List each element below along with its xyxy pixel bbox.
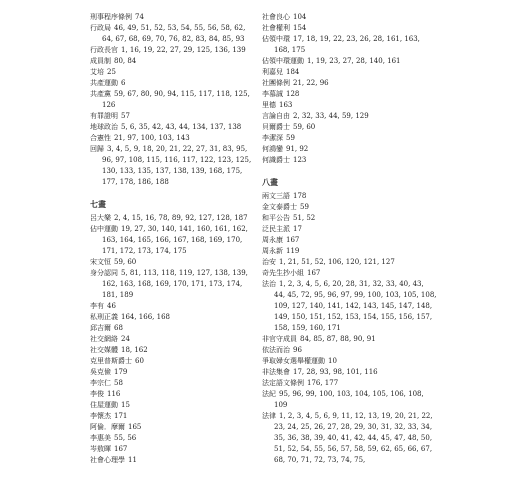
index-page-numbers: 1, 19, 23, 27, 28, 140, 161 <box>307 57 401 65</box>
index-term: 何識爵士 <box>262 156 290 164</box>
index-term: 住屋運動 <box>90 401 118 409</box>
index-term: 李懷杰 <box>90 412 111 420</box>
index-entry <box>90 455 255 466</box>
index-entry <box>90 400 255 411</box>
index-term: 艾培 <box>90 68 104 76</box>
index-term: 非法集會 <box>262 368 290 376</box>
index-page-numbers: 6 <box>121 79 126 87</box>
index-term: 李潔深 <box>262 134 283 142</box>
index-term: 社會權利 <box>262 24 290 32</box>
index-page-numbers: 167 <box>307 269 321 277</box>
index-page-numbers: 167 <box>286 236 300 244</box>
index-page-numbers: 154 <box>293 24 307 32</box>
index-entry <box>262 89 437 100</box>
index-entry <box>90 312 255 323</box>
index-page-numbers: 46 <box>107 302 116 310</box>
index-term: 社會心理學 <box>90 456 125 464</box>
index-page-numbers: 2, 32, 33, 44, 59, 129 <box>293 112 369 120</box>
index-entry <box>90 224 255 257</box>
index-entry <box>90 111 255 122</box>
index-page-numbers: 184 <box>286 68 300 76</box>
index-entry <box>90 12 255 23</box>
index-entry <box>90 433 255 444</box>
index-term: 私刑正義 <box>90 313 118 321</box>
index-term: 非官守成員 <box>262 335 297 343</box>
index-page-numbers: 57 <box>121 112 130 120</box>
index-term: 社交媒體 <box>90 346 118 354</box>
index-page-numbers: 95, 96, 99, 100, 103, 104, 105, 106, 108, 109 <box>274 390 424 409</box>
index-page-numbers: 46, 49, 51, 52, 53, 54, 55, 56, 58, 62, 64, 67, 68, 69, 70, 76, 82, 83, 84, 85, 93 <box>102 24 246 43</box>
index-term: 社團條例 <box>262 79 290 87</box>
index-page-numbers: 1, 2, 3, 4, 5, 6, 20, 28, 31, 32, 33, 40, 43, 44, 45, 72, 95, 96, 97, 99, 100, 103, 105, 108, 109, 127, 140, 141, 142, 143, 145, 147, 148, 149, 150, 151, 152, 153, 154, 155, 156, 157, 158, 159, 160, 171 <box>274 280 437 332</box>
index-page-numbers: 1, 2, 3, 4, 5, 6, 9, 11, 12, 13, 19, 20, 21, 22, 23, 24, 25, 26, 27, 28, 29, 30, 31, 32, 33, 34, 35, 36, 38, 39, 40, 41, 42, 44, 45, 47, 48, 50, 51, 52, 54, 55, 56, 57, 58, 59, 62, 65, 66, 67, 68, 70, 71, 72, 73, 74, 75, <box>274 412 433 464</box>
index-page-numbers: 84, 85, 87, 88, 90, 91 <box>300 335 376 343</box>
index-entry <box>262 235 437 246</box>
section-heading-seven-strokes: 七畫 <box>90 199 106 209</box>
index-term: 克里普斯爵士 <box>90 357 132 365</box>
index-entry <box>262 246 437 257</box>
index-page-numbers: 119 <box>286 247 300 255</box>
index-entry <box>262 122 437 133</box>
index-page-numbers: 5, 81, 113, 118, 119, 127, 138, 139, 162, 163, 168, 169, 170, 171, 173, 174, 181, 189 <box>102 269 248 299</box>
index-entry <box>262 100 437 111</box>
index-term: 吳克儉 <box>90 368 111 376</box>
index-term: 兩文三語 <box>262 192 290 200</box>
index-page-numbers: 24 <box>121 335 130 343</box>
index-page-numbers: 74 <box>135 13 144 21</box>
index-term: 刑事程序條例 <box>90 13 132 21</box>
index-page-numbers: 59, 67, 80, 90, 94, 115, 117, 118, 125, 126 <box>102 90 250 109</box>
index-page-numbers: 165 <box>128 423 142 431</box>
index-entry <box>262 144 437 155</box>
index-entry <box>262 334 437 345</box>
index-page-numbers: 104 <box>293 13 307 21</box>
index-entry <box>262 133 437 144</box>
index-entry <box>90 334 255 345</box>
index-page-numbers: 178 <box>293 192 307 200</box>
index-term: 回歸 <box>90 145 104 153</box>
index-page-numbers: 55, 56 <box>114 434 137 442</box>
index-entry <box>262 279 437 334</box>
index-term: 佔領中環運動 <box>262 57 304 65</box>
index-page-numbers: 17 <box>293 225 302 233</box>
index-term: 行政局 <box>90 24 111 32</box>
index-page-numbers: 171 <box>114 412 128 420</box>
index-entry <box>262 268 437 279</box>
index-term: 何鴻鑾 <box>262 145 283 153</box>
index-page-numbers: 5, 6, 35, 42, 43, 44, 134, 137, 138 <box>121 123 242 131</box>
index-entry <box>90 78 255 89</box>
index-entry <box>90 89 255 111</box>
entry-group-bottom <box>262 191 437 466</box>
index-entry <box>262 67 437 78</box>
index-entry <box>90 323 255 334</box>
index-entry <box>262 389 437 411</box>
index-page-numbers: 123 <box>293 156 307 164</box>
index-term: 共產黨 <box>90 90 111 98</box>
index-term: 宋文恒 <box>90 258 111 266</box>
index-term: 成員制 <box>90 57 111 65</box>
index-term: 阿倫．摩爾 <box>90 423 125 431</box>
index-term: 里德 <box>262 101 276 109</box>
index-term: 社會良心 <box>262 13 290 21</box>
index-page-numbers: 176, 177 <box>307 379 339 387</box>
index-column-right <box>262 12 437 466</box>
index-term: 地球政治 <box>90 123 118 131</box>
index-entry <box>262 345 437 356</box>
index-term: 共產運動 <box>90 79 118 87</box>
index-term: 依法而治 <box>262 346 290 354</box>
index-page-numbers: 1, 21, 51, 52, 106, 120, 121, 127 <box>279 258 395 266</box>
index-page-numbers: 179 <box>114 368 128 376</box>
index-entry <box>262 257 437 268</box>
index-term: 法紀 <box>262 390 276 398</box>
index-entry <box>262 202 437 213</box>
index-entry <box>262 12 437 23</box>
index-entry <box>90 378 255 389</box>
index-entry <box>90 444 255 455</box>
index-term: 社交網絡 <box>90 335 118 343</box>
index-page-numbers: 2, 4, 15, 16, 78, 89, 92, 127, 128, 187 <box>114 214 248 222</box>
index-entry <box>90 122 255 133</box>
index-page-numbers: 19, 27, 30, 140, 141, 160, 161, 162, 163, 164, 165, 166, 167, 168, 169, 170, 171, 172, 173, 174, 175 <box>102 225 248 255</box>
index-page-numbers: 21, 22, 96 <box>293 79 329 87</box>
index-entry <box>90 411 255 422</box>
index-term: 周永新 <box>262 247 283 255</box>
index-term: 有罪證明 <box>90 112 118 120</box>
index-entry <box>262 224 437 235</box>
index-entry <box>90 367 255 378</box>
index-entry <box>90 356 255 367</box>
index-page-numbers: 17, 18, 19, 22, 23, 26, 28, 161, 163, 168, 175 <box>274 35 420 54</box>
index-page-numbers: 96 <box>293 346 302 354</box>
index-entry <box>90 45 255 56</box>
index-entry <box>262 356 437 367</box>
index-term: 周永康 <box>262 236 283 244</box>
index-entry <box>262 155 437 166</box>
index-term: 佔中運動 <box>90 225 118 233</box>
index-entry <box>262 213 437 224</box>
index-term: 李慕誠 <box>262 90 283 98</box>
entry-group-top <box>262 12 437 166</box>
entry-group-bottom <box>90 213 255 466</box>
index-page-numbers: 68 <box>114 324 123 332</box>
index-entry <box>90 389 255 400</box>
index-page-numbers: 60 <box>135 357 144 365</box>
index-page-numbers: 1, 16, 19, 22, 27, 29, 125, 136, 139 <box>121 46 246 54</box>
index-term: 法律 <box>262 412 276 420</box>
index-term: 金文泰爵士 <box>262 203 297 211</box>
index-term: 李宗仁 <box>90 379 111 387</box>
index-entry <box>90 133 255 144</box>
index-page-numbers: 10 <box>328 357 337 365</box>
index-entry <box>90 144 255 188</box>
index-entry <box>90 257 255 268</box>
index-page-numbers: 17, 28, 93, 98, 101, 116 <box>293 368 378 376</box>
index-term: 法定語文條例 <box>262 379 304 387</box>
index-entry <box>262 78 437 89</box>
index-page-numbers: 21, 97, 100, 103, 143 <box>114 134 190 142</box>
index-page-numbers: 59, 60 <box>293 123 316 131</box>
index-entry <box>262 378 437 389</box>
index-entry <box>90 56 255 67</box>
index-entry <box>90 213 255 224</box>
index-page-numbers: 128 <box>286 90 300 98</box>
index-entry <box>262 34 437 56</box>
index-page-numbers: 167 <box>114 445 128 453</box>
index-page-numbers: 58 <box>114 379 123 387</box>
index-page-numbers: 51, 52 <box>293 214 316 222</box>
index-term: 治安 <box>262 258 276 266</box>
section-heading-eight-strokes: 八畫 <box>262 177 278 187</box>
index-page-numbers: 163 <box>279 101 293 109</box>
index-term: 奇先生抄小組 <box>262 269 304 277</box>
index-term: 邱吉爾 <box>90 324 111 332</box>
index-page-numbers: 3, 4, 5, 9, 18, 20, 21, 22, 27, 31, 83, 95, 96, 97, 108, 115, 116, 117, 122, 123, 125, 130, 133, 135, 137, 138, 139, 168, 175, 177, 178, 186, 188 <box>102 145 252 186</box>
index-page-numbers: 25 <box>107 68 116 76</box>
index-entry <box>90 301 255 312</box>
index-page-numbers: 164, 166, 168 <box>121 313 170 321</box>
index-entry <box>90 345 255 356</box>
index-term: 行政長官 <box>90 46 118 54</box>
index-page-numbers: 116 <box>107 390 121 398</box>
index-entry <box>90 268 255 301</box>
index-entry <box>262 23 437 34</box>
index-term: 泛民主派 <box>262 225 290 233</box>
index-entry <box>262 411 437 466</box>
index-page-numbers: 11 <box>128 456 137 464</box>
index-page-numbers: 59 <box>286 134 295 142</box>
index-entry <box>90 67 255 78</box>
index-term: 李惠美 <box>90 434 111 442</box>
index-term: 利嘉兒 <box>262 68 283 76</box>
index-page-numbers: 59, 60 <box>114 258 137 266</box>
index-term: 佔領中環 <box>262 35 290 43</box>
index-term: 爭取婦女選舉權運動 <box>262 357 325 365</box>
index-entry <box>90 422 255 433</box>
index-term: 呂大樂 <box>90 214 111 222</box>
index-entry <box>262 111 437 122</box>
index-term: 和平公告 <box>262 214 290 222</box>
index-page-numbers: 91, 92 <box>286 145 309 153</box>
index-term: 言論自由 <box>262 112 290 120</box>
index-entry <box>262 191 437 202</box>
index-term: 李俊 <box>90 390 104 398</box>
index-page-numbers: 80, 84 <box>114 57 137 65</box>
index-term: 李有 <box>90 302 104 310</box>
index-term: 法治 <box>262 280 276 288</box>
index-page-numbers: 18, 162 <box>121 346 148 354</box>
index-entry <box>262 56 437 67</box>
index-column-left <box>90 12 255 466</box>
index-page-numbers: 59 <box>300 203 309 211</box>
index-term: 身分認同 <box>90 269 118 277</box>
entry-group-top <box>90 12 255 188</box>
index-page-numbers: 15 <box>121 401 130 409</box>
index-term: 合憲性 <box>90 134 111 142</box>
index-term: 岑敖暉 <box>90 445 111 453</box>
index-entry <box>90 23 255 45</box>
index-term: 貝爾爵士 <box>262 123 290 131</box>
index-entry <box>262 367 437 378</box>
